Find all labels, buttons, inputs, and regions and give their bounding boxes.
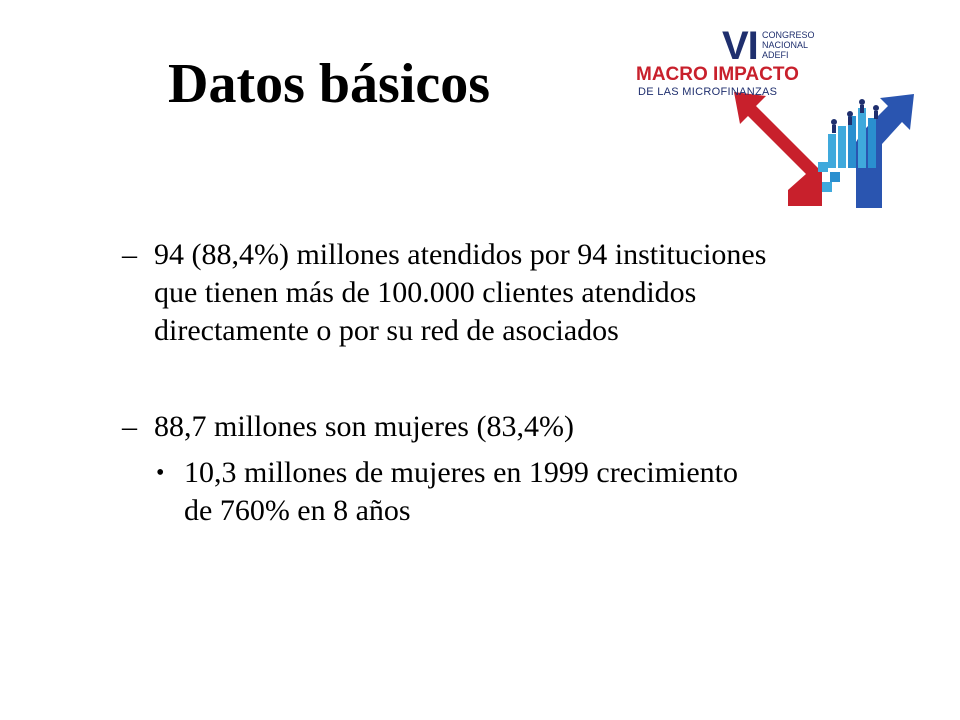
bullet-item — [122, 408, 922, 446]
logo-brand-sub: DE LAS MICROFINANZAS — [638, 86, 778, 98]
slide-body — [122, 236, 922, 530]
bullet-line: 88,7 millones son mujeres (83,4%) — [154, 410, 574, 443]
bullet-dash: – — [122, 410, 137, 443]
sub-bullet-item — [122, 454, 922, 530]
slide-title: Datos básicos — [168, 53, 491, 115]
congress-logo — [630, 22, 930, 214]
logo-conference-line: ADEFI — [762, 50, 789, 60]
logo-conference-line: CONGRESO — [762, 30, 815, 40]
bullet-line: que tienen más de 100.000 clientes atendidos — [154, 276, 697, 309]
bullet-line: 94 (88,4%) millones atendidos por 94 instituciones — [154, 238, 767, 271]
bullet-line: directamente o por su red de asociados — [154, 314, 619, 347]
logo-conference-text — [762, 30, 815, 60]
logo-roman-numeral: VI — [722, 24, 758, 68]
red-arrow-icon — [734, 92, 822, 206]
logo-conference-line: NACIONAL — [762, 40, 809, 50]
bullet-dash: – — [122, 238, 137, 271]
bullet-line: de 760% en 8 años — [184, 494, 411, 527]
bullet-line: 10,3 millones de mujeres en 1999 crecimiento — [184, 456, 739, 489]
logo-brand: MACRO IMPACTO — [636, 64, 799, 85]
bullet-item — [122, 236, 922, 350]
bullet-dot: • — [156, 460, 165, 486]
